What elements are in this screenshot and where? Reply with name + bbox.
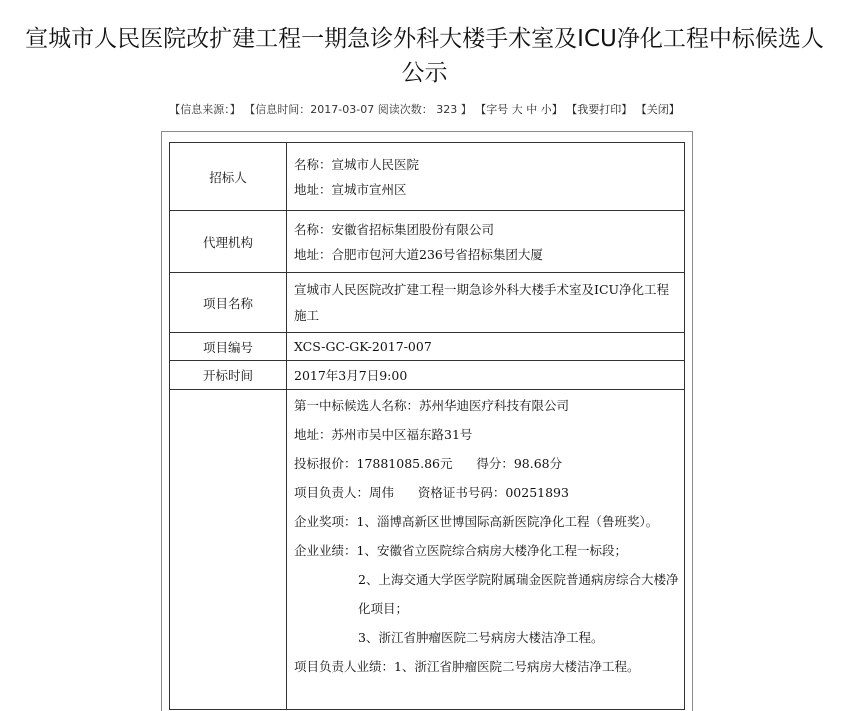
title-line-2: 公示 <box>401 60 448 86</box>
font-size-control[interactable]: 【字号 大 中 小】 <box>475 103 563 116</box>
table-row <box>170 361 685 390</box>
candidate-perf-2: 2、上海交通大学医学院附属瑞金医院普通病房综合大楼净化项目； <box>358 572 679 616</box>
tenderer-label: 招标人 <box>170 143 287 211</box>
project-no-value: XCS-GC-GK-2017-007 <box>287 333 685 361</box>
candidate-line: 企业奖项：1、淄博高新区世博国际高新医院净化工程（鲁班奖）。 <box>294 514 659 529</box>
print-link[interactable]: 【我要打印】 <box>566 103 633 116</box>
candidate-value <box>287 390 685 710</box>
candidate-line: 第一中标候选人名称：苏州华迪医疗科技有限公司 <box>294 398 570 413</box>
table-row <box>170 390 685 710</box>
project-name-text: 宣城市人民医院改扩建工程一期急诊外科大楼手术室及ICU净化工程施工 <box>294 281 670 323</box>
project-name-value <box>287 273 685 333</box>
candidate-line: 地址：苏州市吴中区福东路31号 <box>294 427 473 442</box>
agency-address: 地址：合肥市包河大道236号省招标集团大厦 <box>294 246 543 262</box>
close-link[interactable]: 【关闭】 <box>635 103 680 116</box>
table-row <box>170 211 685 273</box>
candidate-line: 项目负责人：周伟 资格证书号码：00251893 <box>294 485 569 500</box>
page-title <box>0 22 849 90</box>
info-source: 【信息来源：】 <box>169 103 241 116</box>
tenderer-value <box>287 143 685 211</box>
table-row <box>170 273 685 333</box>
agency-value <box>287 211 685 273</box>
tenderer-address: 地址：宣城市宣州区 <box>294 181 407 197</box>
agency-name: 名称：安徽省招标集团股份有限公司 <box>294 221 495 237</box>
candidate-leader-perf: 项目负责人业绩：1、浙江省肿瘤医院二号病房大楼洁净工程。 <box>294 659 640 674</box>
open-time-value: 2017年3月7日9:00 <box>287 361 685 390</box>
open-time-label: 开标时间 <box>170 361 287 390</box>
tenderer-name: 名称：宣城市人民医院 <box>294 156 420 172</box>
candidate-line: 企业业绩：1、安徽省立医院综合病房大楼净化工程一标段； <box>294 543 627 558</box>
candidate-perf-3: 3、浙江省肿瘤医院二号病房大楼洁净工程。 <box>358 630 604 645</box>
candidate-line: 投标报价：17881085.86元 得分：98.68分 <box>294 456 563 471</box>
info-time: 【信息时间：2017-03-07 阅读次数： 323 】 <box>244 103 472 116</box>
title-line-1: 宣城市人民医院改扩建工程一期急诊外科大楼手术室及ICU净化工程中标候选人 <box>25 26 824 52</box>
bid-info-table <box>169 142 685 710</box>
project-name-label: 项目名称 <box>170 273 287 333</box>
table-row <box>170 333 685 361</box>
table-row <box>170 143 685 211</box>
candidate-label <box>170 390 287 710</box>
project-no-label: 项目编号 <box>170 333 287 361</box>
agency-label: 代理机构 <box>170 211 287 273</box>
article-meta-bar <box>0 101 849 117</box>
